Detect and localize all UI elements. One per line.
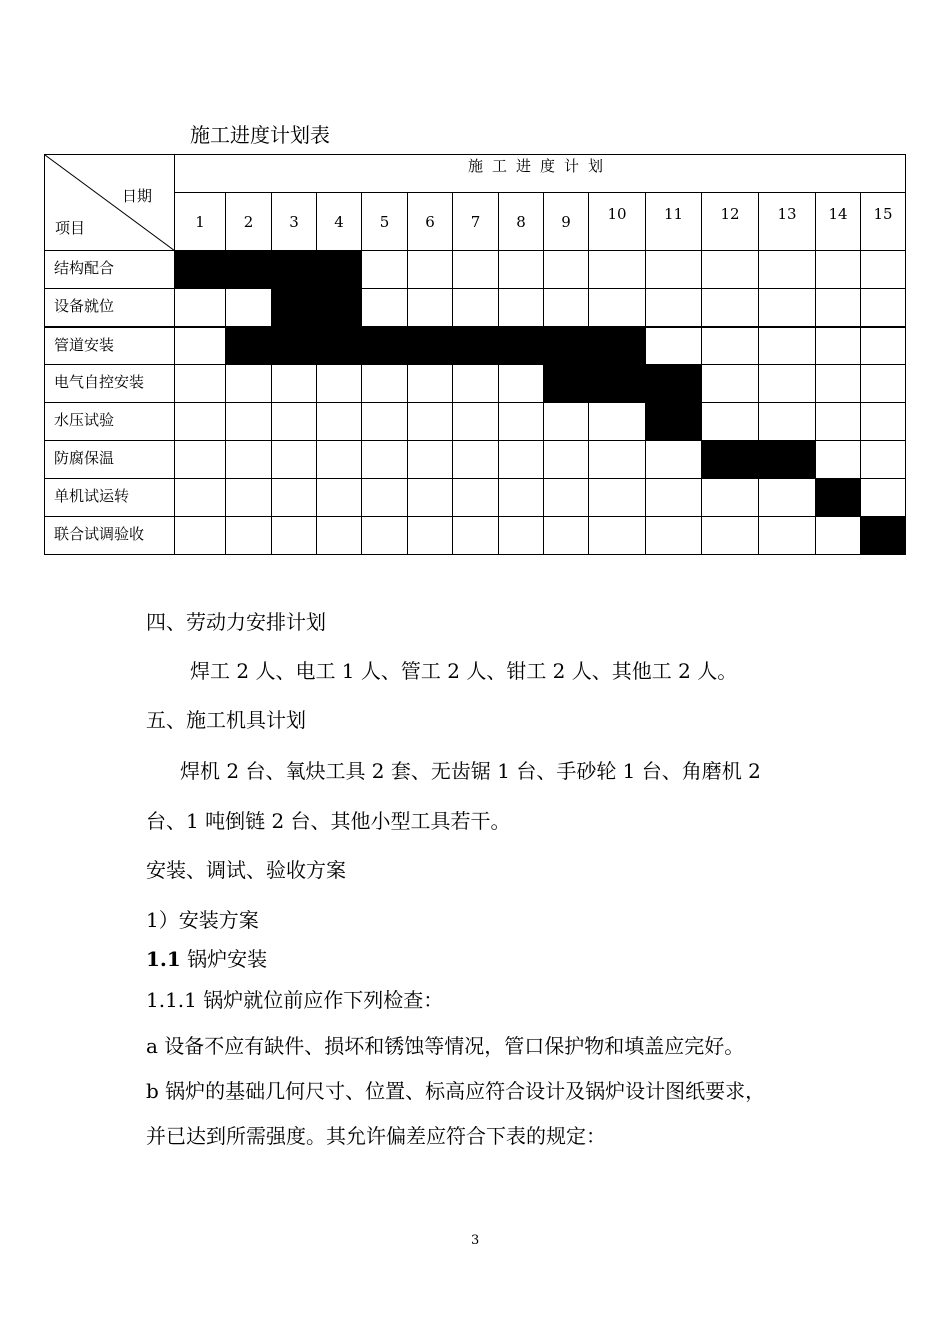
schedule-cell [499, 365, 544, 403]
schedule-cell [544, 289, 589, 327]
schedule-bar-cell [702, 441, 759, 479]
schedule-cell [759, 517, 816, 555]
day-header-cell: 8 [499, 193, 544, 251]
schedule-cell [589, 479, 646, 517]
schedule-cell [272, 365, 317, 403]
schedule-cell [453, 365, 499, 403]
schedule-cell [816, 441, 861, 479]
schedule-cell [226, 289, 272, 327]
paragraph-b-line1: b 锅炉的基础几何尺寸、位置、标高应符合设计及锅炉设计图纸要求， [146, 1079, 766, 1103]
schedule-cell [816, 403, 861, 441]
schedule-bar-cell [362, 327, 408, 365]
task-name: 管道安装 [45, 327, 175, 365]
section-6-title: 安装、调试、验收方案 [146, 858, 346, 882]
schedule-cell [408, 365, 453, 403]
page-number: 3 [471, 1233, 480, 1248]
schedule-cell [499, 289, 544, 327]
schedule-cell [317, 365, 362, 403]
schedule-cell [816, 289, 861, 327]
schedule-cell [816, 327, 861, 365]
day-header-cell: 3 [272, 193, 317, 251]
schedule-cell [589, 517, 646, 555]
schedule-cell [816, 517, 861, 555]
task-row [45, 403, 906, 441]
schedule-cell [272, 479, 317, 517]
schedule-bar-cell [861, 517, 906, 555]
schedule-cell [175, 289, 226, 327]
schedule-cell [175, 479, 226, 517]
schedule-cell [317, 517, 362, 555]
schedule-cell [759, 403, 816, 441]
day-header-cell: 6 [408, 193, 453, 251]
task-row [45, 517, 906, 555]
schedule-cell [408, 441, 453, 479]
day-header-cell: 14 [816, 193, 861, 251]
schedule-cell [175, 441, 226, 479]
schedule-bar-cell [544, 327, 589, 365]
schedule-cell [589, 289, 646, 327]
schedule-cell [226, 365, 272, 403]
schedule-cell [453, 441, 499, 479]
schedule-bar-cell [317, 289, 362, 327]
day-header-cell: 9 [544, 193, 589, 251]
schedule-cell [861, 441, 906, 479]
plan-header: 施工进度计划 [175, 155, 906, 193]
day-header-cell: 2 [226, 193, 272, 251]
schedule-cell [175, 365, 226, 403]
schedule-cell [226, 517, 272, 555]
schedule-bar-cell [544, 365, 589, 403]
schedule-cell [861, 327, 906, 365]
section-5-body-line1: 焊机 2 台、氧炔工具 2 套、无齿锯 1 台、手砂轮 1 台、角磨机 2 [180, 759, 761, 783]
schedule-cell [499, 403, 544, 441]
schedule-cell [646, 479, 702, 517]
section-5-title: 五、施工机具计划 [146, 708, 306, 732]
schedule-cell [589, 403, 646, 441]
schedule-cell [646, 441, 702, 479]
schedule-cell [362, 441, 408, 479]
schedule-bar-cell [317, 251, 362, 289]
schedule-cell [408, 289, 453, 327]
day-header-cell: 15 [861, 193, 906, 251]
schedule-cell [544, 517, 589, 555]
day-header-cell: 10 [589, 193, 646, 251]
schedule-cell [453, 289, 499, 327]
schedule-cell [759, 289, 816, 327]
task-row [45, 365, 906, 403]
schedule-bar-cell [272, 251, 317, 289]
schedule-bar-cell [646, 365, 702, 403]
schedule-cell [272, 403, 317, 441]
schedule-bar-cell [226, 327, 272, 365]
schedule-cell [499, 441, 544, 479]
schedule-bar-cell [499, 327, 544, 365]
day-header-cell: 13 [759, 193, 816, 251]
schedule-bar-cell [272, 289, 317, 327]
date-header-label: 日期 [121, 187, 152, 205]
schedule-cell [408, 517, 453, 555]
schedule-cell [861, 479, 906, 517]
schedule-cell [702, 327, 759, 365]
schedule-cell [544, 403, 589, 441]
task-name: 联合试调验收 [45, 517, 175, 555]
day-header-cell: 5 [362, 193, 408, 251]
task-row [45, 251, 906, 289]
schedule-cell [861, 251, 906, 289]
section-4-title: 四、劳动力安排计划 [146, 610, 326, 634]
schedule-cell [544, 441, 589, 479]
schedule-cell [646, 327, 702, 365]
schedule-cell [702, 289, 759, 327]
task-name: 单机试运转 [45, 479, 175, 517]
schedule-cell [759, 479, 816, 517]
paragraph-b-line2: 并已达到所需强度。其允许偏差应符合下表的规定： [146, 1124, 606, 1148]
subsection-install-plan: 1）安装方案 [146, 908, 259, 932]
schedule-cell [453, 403, 499, 441]
day-header-cell: 11 [646, 193, 702, 251]
schedule-cell [702, 251, 759, 289]
schedule-cell [272, 517, 317, 555]
schedule-cell [272, 441, 317, 479]
task-row [45, 289, 906, 327]
schedule-cell [453, 251, 499, 289]
schedule-bar-cell [226, 251, 272, 289]
schedule-cell [589, 251, 646, 289]
schedule-cell [226, 479, 272, 517]
schedule-cell [362, 403, 408, 441]
item-header-label: 项目 [55, 219, 86, 237]
schedule-cell [702, 517, 759, 555]
schedule-cell [226, 403, 272, 441]
schedule-cell [362, 517, 408, 555]
schedule-cell [646, 251, 702, 289]
schedule-cell [544, 479, 589, 517]
schedule-cell [362, 479, 408, 517]
task-name: 设备就位 [45, 289, 175, 327]
schedule-cell [362, 289, 408, 327]
section-4-body: 焊工 2 人、电工 1 人、管工 2 人、钳工 2 人、其他工 2 人。 [190, 659, 738, 683]
schedule-cell [759, 251, 816, 289]
schedule-bar-cell [589, 365, 646, 403]
subsection-number: 1.1 [146, 947, 181, 971]
schedule-cell [816, 251, 861, 289]
schedule-cell [759, 327, 816, 365]
schedule-cell [759, 365, 816, 403]
task-name: 防腐保温 [45, 441, 175, 479]
schedule-cell [499, 517, 544, 555]
schedule-cell [861, 289, 906, 327]
schedule-cell [861, 403, 906, 441]
paragraph-a: a 设备不应有缺件、损坏和锈蚀等情况，管口保护物和填盖应完好。 [146, 1034, 745, 1058]
subsection-boiler-install [146, 944, 267, 974]
day-header-cell: 1 [175, 193, 226, 251]
schedule-cell [646, 289, 702, 327]
schedule-bar-cell [759, 441, 816, 479]
day-header-cell: 7 [453, 193, 499, 251]
schedule-bar-cell [272, 327, 317, 365]
schedule-cell [408, 479, 453, 517]
schedule-cell [702, 403, 759, 441]
schedule-cell [453, 517, 499, 555]
schedule-cell [499, 251, 544, 289]
schedule-cell [702, 479, 759, 517]
schedule-cell [317, 479, 362, 517]
schedule-cell [226, 441, 272, 479]
schedule-table [44, 154, 906, 555]
schedule-cell [408, 403, 453, 441]
paragraph-1-1-1: 1.1.1 锅炉就位前应作下列检查： [146, 988, 444, 1012]
task-name: 结构配合 [45, 251, 175, 289]
schedule-cell [816, 365, 861, 403]
task-name: 电气自控安装 [45, 365, 175, 403]
schedule-cell [175, 517, 226, 555]
schedule-bar-cell [317, 327, 362, 365]
schedule-cell [175, 327, 226, 365]
schedule-cell [702, 365, 759, 403]
day-header-cell: 4 [317, 193, 362, 251]
schedule-cell [317, 441, 362, 479]
schedule-cell [646, 517, 702, 555]
schedule-bar-cell [816, 479, 861, 517]
schedule-cell [499, 479, 544, 517]
schedule-cell [589, 441, 646, 479]
schedule-cell [544, 251, 589, 289]
schedule-cell [453, 479, 499, 517]
day-header-cell: 12 [702, 193, 759, 251]
schedule-bar-cell [408, 327, 453, 365]
subsection-title: 锅炉安装 [180, 947, 268, 971]
schedule-bar-cell [589, 327, 646, 365]
task-row [45, 327, 906, 365]
schedule-cell [362, 251, 408, 289]
corner-header-cell [45, 155, 175, 251]
schedule-bar-cell [453, 327, 499, 365]
schedule-cell [408, 251, 453, 289]
schedule-bar-cell [646, 403, 702, 441]
schedule-cell [362, 365, 408, 403]
task-name: 水压试验 [45, 403, 175, 441]
section-5-body-line2: 台、1 吨倒链 2 台、其他小型工具若干。 [146, 809, 511, 833]
schedule-bar-cell [175, 251, 226, 289]
task-row [45, 479, 906, 517]
schedule-cell [861, 365, 906, 403]
schedule-cell [317, 403, 362, 441]
schedule-cell [175, 403, 226, 441]
task-row [45, 441, 906, 479]
table-caption: 施工进度计划表 [190, 123, 330, 147]
